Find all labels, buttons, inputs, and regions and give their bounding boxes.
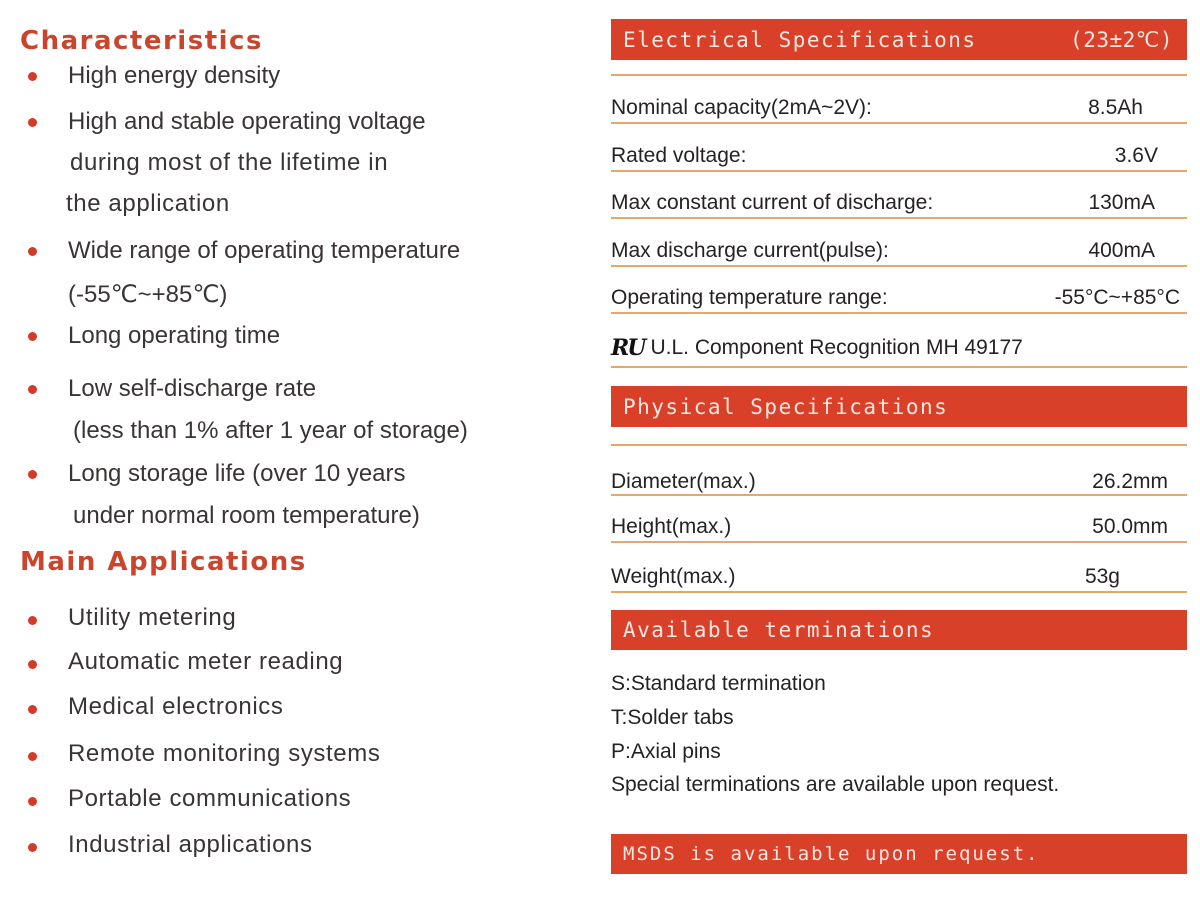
divider — [611, 265, 1187, 267]
bullet-icon — [28, 752, 37, 761]
divider — [611, 122, 1187, 124]
application-item: Automatic meter reading — [68, 648, 344, 675]
characteristic-item-continued: under normal room temperature) — [73, 502, 420, 529]
termination-note: Special terminations are available upon request. — [611, 773, 1060, 796]
bullet-icon — [28, 118, 37, 127]
bullet-icon — [28, 616, 37, 625]
spec-label: Rated voltage: — [611, 144, 747, 167]
bullet-icon — [28, 72, 37, 81]
ul-recognition — [611, 335, 1023, 361]
characteristic-item: Long operating time — [68, 322, 281, 349]
bullet-icon — [28, 385, 37, 394]
spec-label: Max constant current of discharge: — [611, 191, 934, 214]
characteristic-item-continued: (less than 1% after 1 year of storage) — [73, 417, 468, 444]
spec-label: Nominal capacity(2mA~2V): — [611, 96, 872, 119]
characteristics-heading: Characteristics — [20, 26, 263, 56]
spec-value: 400mA — [1088, 239, 1155, 262]
bullet-icon — [28, 843, 37, 852]
msds-text: MSDS is available upon request. — [623, 843, 1040, 865]
application-item: Industrial applications — [68, 831, 313, 858]
spec-value: 8.5Ah — [1088, 96, 1143, 119]
spec-label: Weight(max.) — [611, 565, 736, 588]
electrical-specifications-header — [611, 19, 1187, 60]
available-terminations-title: Available terminations — [623, 618, 935, 642]
spec-value: 130mA — [1088, 191, 1155, 214]
divider — [611, 74, 1187, 76]
msds-banner — [611, 834, 1187, 874]
characteristic-item: High and stable operating voltage — [68, 108, 426, 135]
bullet-icon — [28, 797, 37, 806]
spec-label: Max discharge current(pulse): — [611, 239, 889, 262]
characteristic-item: Long storage life (over 10 years — [68, 460, 406, 487]
physical-specifications-header — [611, 386, 1187, 427]
ul-recognition-text: U.L. Component Recognition MH 49177 — [650, 336, 1023, 359]
characteristic-item-continued: (-55℃~+85℃) — [68, 281, 228, 308]
bullet-icon — [28, 705, 37, 714]
divider — [611, 591, 1187, 593]
divider — [611, 444, 1187, 446]
characteristic-item: Wide range of operating temperature — [68, 237, 461, 264]
divider — [611, 366, 1187, 368]
spec-label: Operating temperature range: — [611, 286, 888, 309]
characteristic-item-continued: the application — [66, 190, 230, 217]
characteristic-item-continued: during most of the lifetime in — [70, 149, 389, 176]
main-applications-heading: Main Applications — [20, 547, 307, 577]
divider — [611, 217, 1187, 219]
spec-value: 3.6V — [1114, 144, 1158, 167]
characteristic-item: Low self-discharge rate — [68, 375, 317, 402]
test-condition: (23±2℃) — [1070, 27, 1173, 52]
divider — [611, 170, 1187, 172]
bullet-icon — [28, 247, 37, 256]
ul-logo-icon: RU — [611, 335, 645, 361]
electrical-specifications-title: Electrical Specifications — [623, 27, 977, 52]
application-item: Portable communications — [68, 785, 352, 812]
spec-value: 26.2mm — [1092, 470, 1168, 493]
divider — [611, 312, 1187, 314]
bullet-icon — [28, 660, 37, 669]
termination-item: S:Standard termination — [611, 672, 826, 695]
spec-value: 50.0mm — [1092, 515, 1168, 538]
application-item: Remote monitoring systems — [68, 740, 381, 767]
termination-item: T:Solder tabs — [611, 706, 734, 729]
spec-value: -55°C~+85°C — [1054, 286, 1180, 309]
bullet-icon — [28, 470, 37, 479]
spec-label: Height(max.) — [611, 515, 732, 538]
spec-value: 53g — [1084, 565, 1120, 588]
available-terminations-header — [611, 610, 1187, 650]
application-item: Medical electronics — [68, 693, 284, 720]
application-item: Utility metering — [68, 604, 237, 631]
physical-specifications-title: Physical Specifications — [623, 394, 949, 419]
divider — [611, 541, 1187, 543]
spec-label: Diameter(max.) — [611, 470, 756, 493]
termination-item: P:Axial pins — [611, 740, 721, 763]
characteristic-item: High energy density — [68, 62, 281, 89]
divider — [611, 494, 1187, 496]
bullet-icon — [28, 332, 37, 341]
